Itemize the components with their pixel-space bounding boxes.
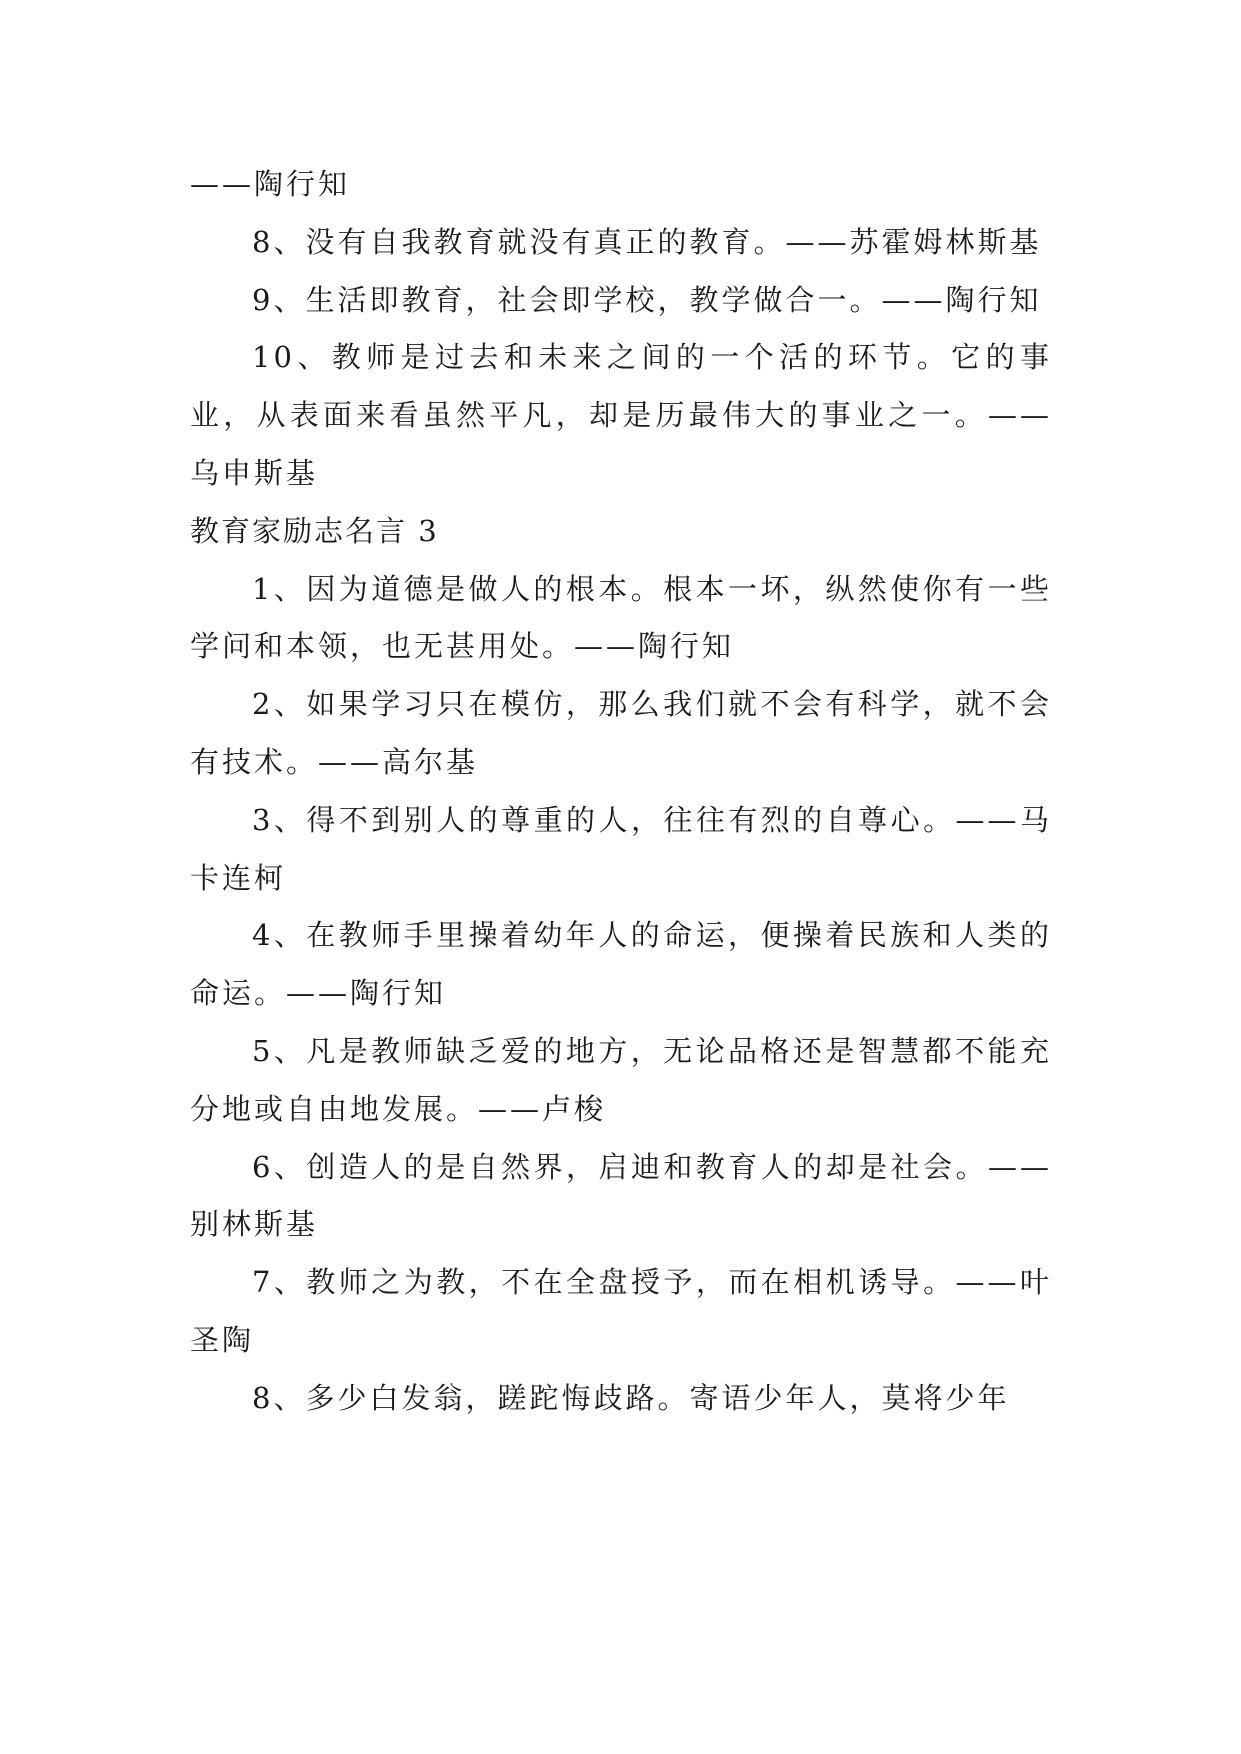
quote-paragraph: 10、教师是过去和未来之间的一个活的环节。它的事业，从表面来看虽然平凡，却是历最伟大的事业之一。——乌申斯基 (190, 340, 1052, 490)
quote-paragraph: 9、生活即教育，社会即学校，教学做合一。——陶行知 (252, 282, 1042, 317)
document-body (190, 156, 1052, 1428)
quote-paragraph: 8、没有自我教育就没有真正的教育。——苏霍姆林斯基 (252, 224, 1042, 259)
quote-paragraph: 3、得不到别人的尊重的人，往往有烈的自尊心。——马卡连柯 (190, 802, 1052, 895)
quote-paragraph: 2、如果学习只在模仿，那么我们就不会有科学，就不会有技术。——高尔基 (190, 687, 1052, 779)
section-title: 教育家励志名言 3 (190, 513, 439, 548)
attribution-line: ——陶行知 (190, 167, 351, 201)
quote-paragraph: 1、因为道德是做人的根本。根本一坏，纵然使你有一些学问和本领，也无甚用处。——陶行知 (190, 571, 1052, 664)
quote-paragraph: 5、凡是教师缺乏爱的地方，无论品格还是智慧都不能充分地或自由地发展。——卢梭 (190, 1033, 1052, 1126)
quote-paragraph: 7、教师之为教，不在全盘授予，而在相机诱导。——叶圣陶 (190, 1265, 1052, 1357)
quote-paragraph: 4、在教师手里操着幼年人的命运，便操着民族和人类的命运。——陶行知 (190, 918, 1052, 1011)
quote-paragraph: 6、创造人的是自然界，启迪和教育人的却是社会。——别林斯基 (190, 1149, 1052, 1242)
quote-paragraph: 8、多少白发翁，蹉跎悔歧路。寄语少年人，莫将少年 (252, 1380, 1010, 1415)
